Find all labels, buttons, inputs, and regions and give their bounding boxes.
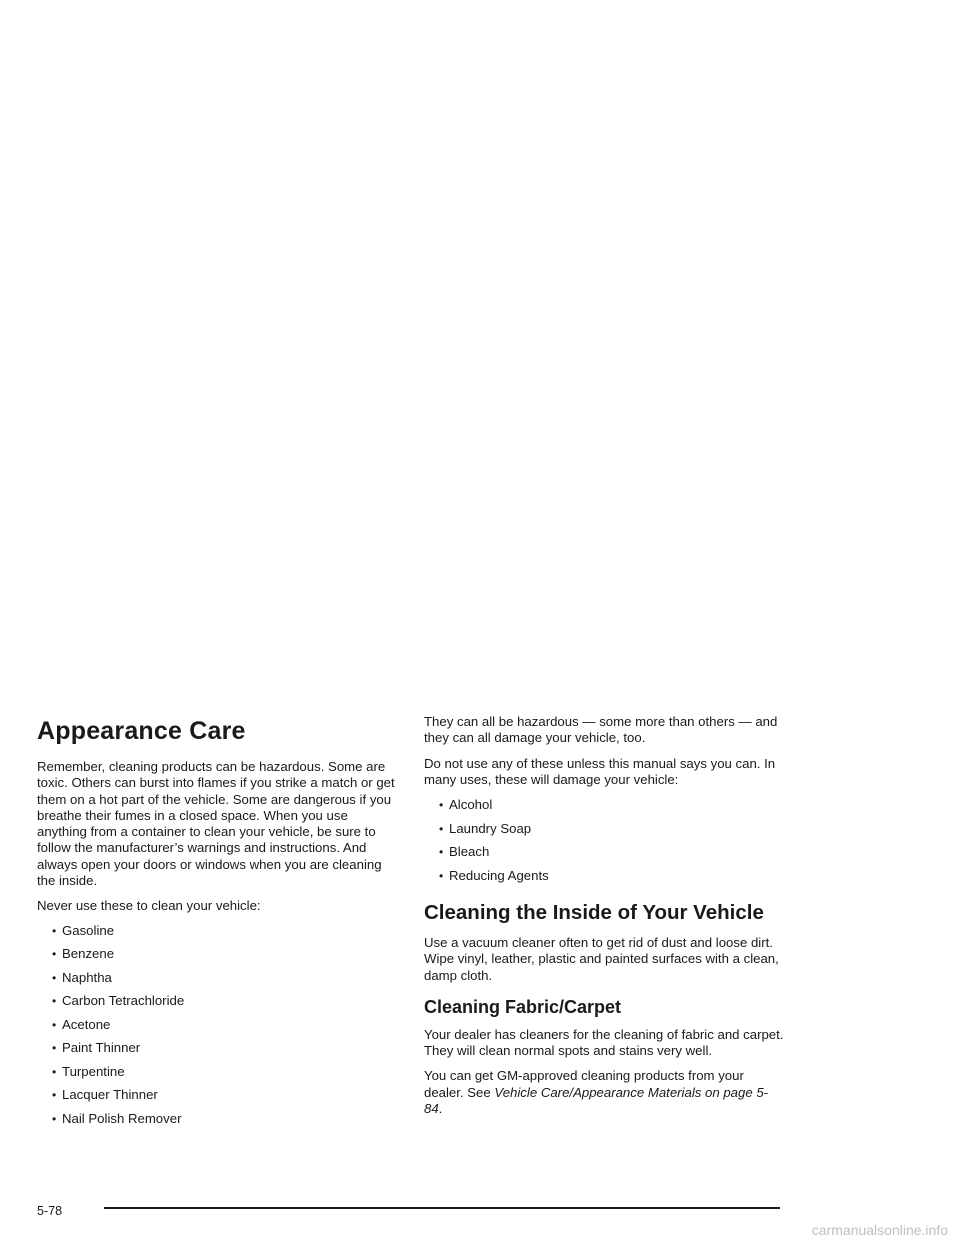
intro-paragraph: Remember, cleaning products can be hazardous. Some are toxic. Others can burst into flames if you strike a match or get them on a hot part of the vehicle. Some are dangerous if you breathe their fumes in a closed space. When you use anything from a container to clean your vehicle, be sure to follow the manufacturer’s warnings and instructions. And always open your doors or windows when you are cleaning the inside. (37, 759, 395, 889)
bullet-icon: • (439, 798, 444, 813)
footer-rule (104, 1207, 780, 1209)
bullet-icon: • (52, 1111, 57, 1126)
list-item: • Nail Polish Remover (52, 1110, 182, 1126)
list-item: • Acetone (52, 1016, 111, 1032)
cleaning-inside-paragraph: Use a vacuum cleaner often to get rid of dust and loose dirt. Wipe vinyl, leather, plastic and painted surfaces with a clean, damp cloth. (424, 934, 779, 983)
cleaning-inside-heading: Cleaning the Inside of Your Vehicle (424, 900, 764, 924)
page-reference-link[interactable]: Vehicle Care/Appearance Materials on page 5-84 (424, 1084, 769, 1117)
bullet-icon: • (439, 868, 444, 883)
list-item: • Bleach (439, 844, 490, 860)
list-item: • Lacquer Thinner (52, 1087, 158, 1103)
left-column (37, 714, 397, 1141)
damaging-products-list (424, 797, 784, 884)
right-column (424, 714, 784, 1126)
bullet-icon: • (52, 1041, 57, 1056)
list-item: • Carbon Tetrachloride (52, 993, 185, 1009)
bullet-icon: • (52, 947, 57, 962)
list-item: • Laundry Soap (439, 820, 532, 836)
list-item: • Paint Thinner (52, 1040, 141, 1056)
bullet-icon: • (439, 821, 444, 836)
hazardous-products-list (37, 923, 397, 1127)
bullet-icon: • (52, 1017, 57, 1032)
page-number: 5-78 (37, 1204, 63, 1218)
list-item: • Turpentine (52, 1063, 125, 1079)
watermark: carmanualsonline.info (811, 1222, 948, 1238)
bullet-icon: • (52, 970, 57, 985)
bullet-icon: • (52, 1064, 57, 1079)
list-item: • Alcohol (439, 797, 493, 813)
list-item: • Reducing Agents (439, 867, 549, 883)
never-use-paragraph: Never use these to clean your vehicle: (37, 898, 261, 914)
bullet-icon: • (52, 1088, 57, 1103)
gm-products-paragraph: You can get GM-approved cleaning products from your dealer. See Vehicle Care/Appearance Materials on page 5-84. (424, 1068, 769, 1117)
appearance-care-heading: Appearance Care (37, 717, 246, 745)
all-hazardous-paragraph: They can all be hazardous — some more than others — and they can all damage your vehicle, too. (424, 714, 778, 746)
list-item: • Gasoline (52, 922, 115, 938)
list-item: • Benzene (52, 946, 115, 962)
cleaning-fabric-heading: Cleaning Fabric/Carpet (424, 996, 622, 1017)
do-not-use-paragraph: Do not use any of these unless this manual says you can. In many uses, these will damage your vehicle: (424, 755, 776, 787)
cleaning-fabric-paragraph: Your dealer has cleaners for the cleaning of fabric and carpet. They will clean normal spots and stains very well. (424, 1026, 784, 1059)
bullet-icon: • (439, 845, 444, 860)
bullet-icon: • (52, 994, 57, 1009)
list-item: • Naphtha (52, 969, 112, 985)
bullet-icon: • (52, 923, 57, 938)
